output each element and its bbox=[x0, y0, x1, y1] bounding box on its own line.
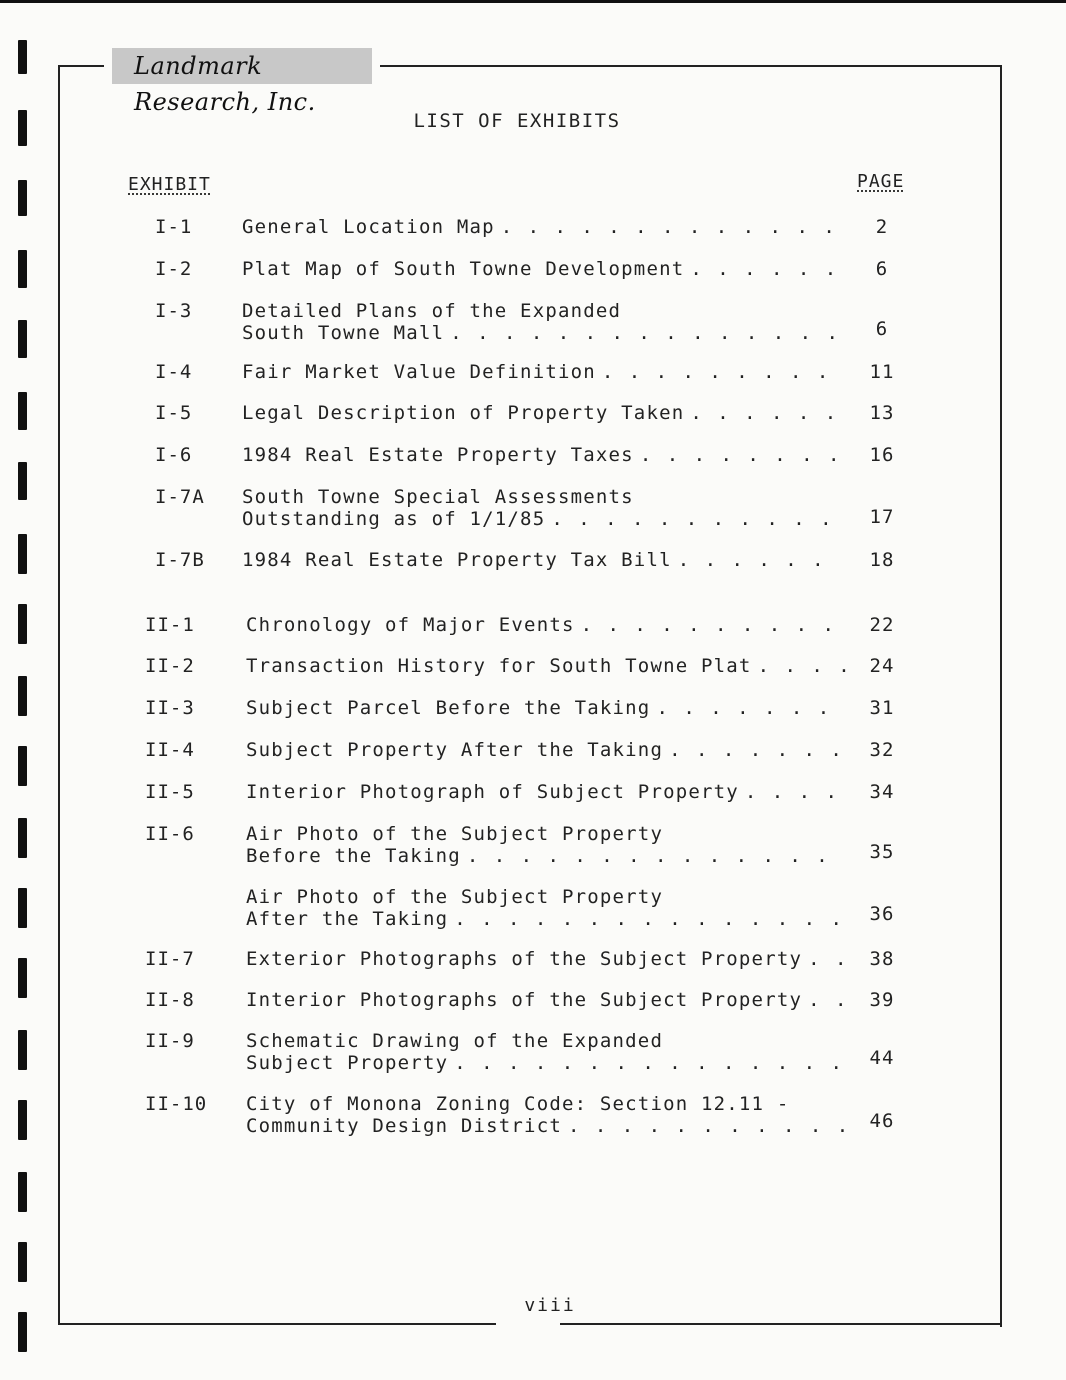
frame-border-right bbox=[1000, 65, 1002, 1327]
binding-mark bbox=[18, 40, 27, 74]
exhibit-page: 31 bbox=[869, 697, 895, 719]
exhibit-number: II-6 bbox=[145, 823, 195, 845]
page-number: viii bbox=[524, 1295, 576, 1316]
binding-mark bbox=[18, 1030, 27, 1070]
exhibit-page: 16 bbox=[869, 444, 895, 466]
binding-mark bbox=[18, 250, 27, 288]
exhibit-number: I-3 bbox=[155, 300, 193, 322]
exhibit-title: 1984 Real Estate Property Taxes . . . bbox=[242, 444, 842, 466]
exhibit-number: II-5 bbox=[145, 781, 195, 803]
exhibit-page: 44 bbox=[869, 1047, 895, 1069]
exhibit-title: Transaction History for South Towne Plat . . . bbox=[246, 655, 846, 677]
exhibit-page: 6 bbox=[875, 318, 889, 340]
exhibit-number: II-4 bbox=[145, 739, 195, 761]
exhibit-number: I-4 bbox=[155, 361, 193, 383]
binding-mark bbox=[18, 746, 27, 786]
binding-mark bbox=[18, 1172, 27, 1212]
binding-mark bbox=[18, 604, 27, 644]
exhibit-number: II-7 bbox=[145, 948, 195, 970]
exhibit-title: City of Monona Zoning Code: Section 12.11 - Community Design District . . . bbox=[246, 1093, 846, 1137]
binding-mark bbox=[18, 180, 27, 216]
exhibit-column-header: EXHIBIT bbox=[128, 174, 211, 195]
exhibit-page: 46 bbox=[869, 1110, 895, 1132]
binding-mark bbox=[18, 888, 27, 928]
exhibit-title: Chronology of Major Events . . . bbox=[246, 614, 846, 636]
exhibit-page: 24 bbox=[869, 655, 895, 677]
exhibit-number: II-8 bbox=[145, 989, 195, 1011]
frame-border-left bbox=[58, 65, 60, 1325]
exhibit-title: South Towne Special Assessments Outstanding as of 1/1/85 . . . bbox=[242, 486, 842, 530]
binding-mark bbox=[18, 392, 27, 430]
frame-border-bottom bbox=[58, 1323, 496, 1325]
exhibit-number: II-1 bbox=[145, 614, 195, 636]
exhibit-page: 13 bbox=[869, 402, 895, 424]
top-edge-line bbox=[0, 0, 1066, 3]
exhibit-title: Subject Property After the Taking . . . bbox=[246, 739, 846, 761]
exhibit-title: Fair Market Value Definition . . . bbox=[242, 361, 842, 383]
page-title: LIST OF EXHIBITS bbox=[413, 110, 621, 132]
exhibit-page: 32 bbox=[869, 739, 895, 761]
exhibit-number: I-1 bbox=[155, 216, 193, 238]
exhibit-page: 38 bbox=[869, 948, 895, 970]
exhibit-page: 39 bbox=[869, 989, 895, 1011]
company-logo: Landmark Research, Inc. bbox=[112, 48, 372, 84]
exhibit-title: Legal Description of Property Taken . . . bbox=[242, 402, 842, 424]
exhibit-number: I-7A bbox=[155, 486, 205, 508]
exhibit-title: Subject Parcel Before the Taking . . . bbox=[246, 697, 846, 719]
binding-mark bbox=[18, 1100, 27, 1140]
exhibit-title: Interior Photograph of Subject Property . . . bbox=[246, 781, 846, 803]
binding-mark bbox=[18, 534, 27, 574]
exhibit-title: General Location Map . . . bbox=[242, 216, 842, 238]
exhibit-number: I-6 bbox=[155, 444, 193, 466]
exhibit-number: I-7B bbox=[155, 549, 205, 571]
frame-border-bottom bbox=[560, 1323, 1002, 1325]
exhibit-title: Exterior Photographs of the Subject Property . . . bbox=[246, 948, 846, 970]
exhibit-page: 11 bbox=[869, 361, 895, 383]
exhibit-title: Air Photo of the Subject Property Before the Taking . . . bbox=[246, 823, 846, 867]
binding-mark bbox=[18, 958, 27, 998]
exhibit-title: Detailed Plans of the Expanded South Towne Mall . . . bbox=[242, 300, 842, 344]
exhibit-title: Schematic Drawing of the Expanded Subject Property . . . bbox=[246, 1030, 846, 1074]
exhibit-page: 2 bbox=[875, 216, 889, 238]
binding-mark bbox=[18, 1312, 27, 1352]
exhibit-title: 1984 Real Estate Property Tax Bill . . . bbox=[242, 549, 842, 571]
exhibit-page: 6 bbox=[875, 258, 889, 280]
binding-mark bbox=[18, 818, 27, 858]
frame-border-top bbox=[60, 65, 104, 67]
binding-mark bbox=[18, 676, 27, 716]
binding-mark bbox=[18, 462, 27, 500]
exhibit-page: 18 bbox=[869, 549, 895, 571]
exhibit-page: 22 bbox=[869, 614, 895, 636]
exhibit-page: 34 bbox=[869, 781, 895, 803]
exhibit-number: II-2 bbox=[145, 655, 195, 677]
exhibit-number: I-5 bbox=[155, 402, 193, 424]
exhibit-page: 36 bbox=[869, 903, 895, 925]
page-column-header: PAGE bbox=[857, 171, 905, 192]
exhibit-page: 17 bbox=[869, 506, 895, 528]
exhibit-title: Interior Photographs of the Subject Property . . . bbox=[246, 989, 846, 1011]
exhibit-number: II-10 bbox=[145, 1093, 208, 1115]
exhibit-number: II-9 bbox=[145, 1030, 195, 1052]
frame-border-top bbox=[380, 65, 1002, 67]
exhibit-title: Plat Map of South Towne Development . . . bbox=[242, 258, 842, 280]
binding-mark bbox=[18, 320, 27, 358]
exhibit-number: I-2 bbox=[155, 258, 193, 280]
exhibit-page: 35 bbox=[869, 841, 895, 863]
binding-mark bbox=[18, 1242, 27, 1282]
exhibit-number: II-3 bbox=[145, 697, 195, 719]
exhibit-title: Air Photo of the Subject Property After the Taking . . . bbox=[246, 886, 846, 930]
